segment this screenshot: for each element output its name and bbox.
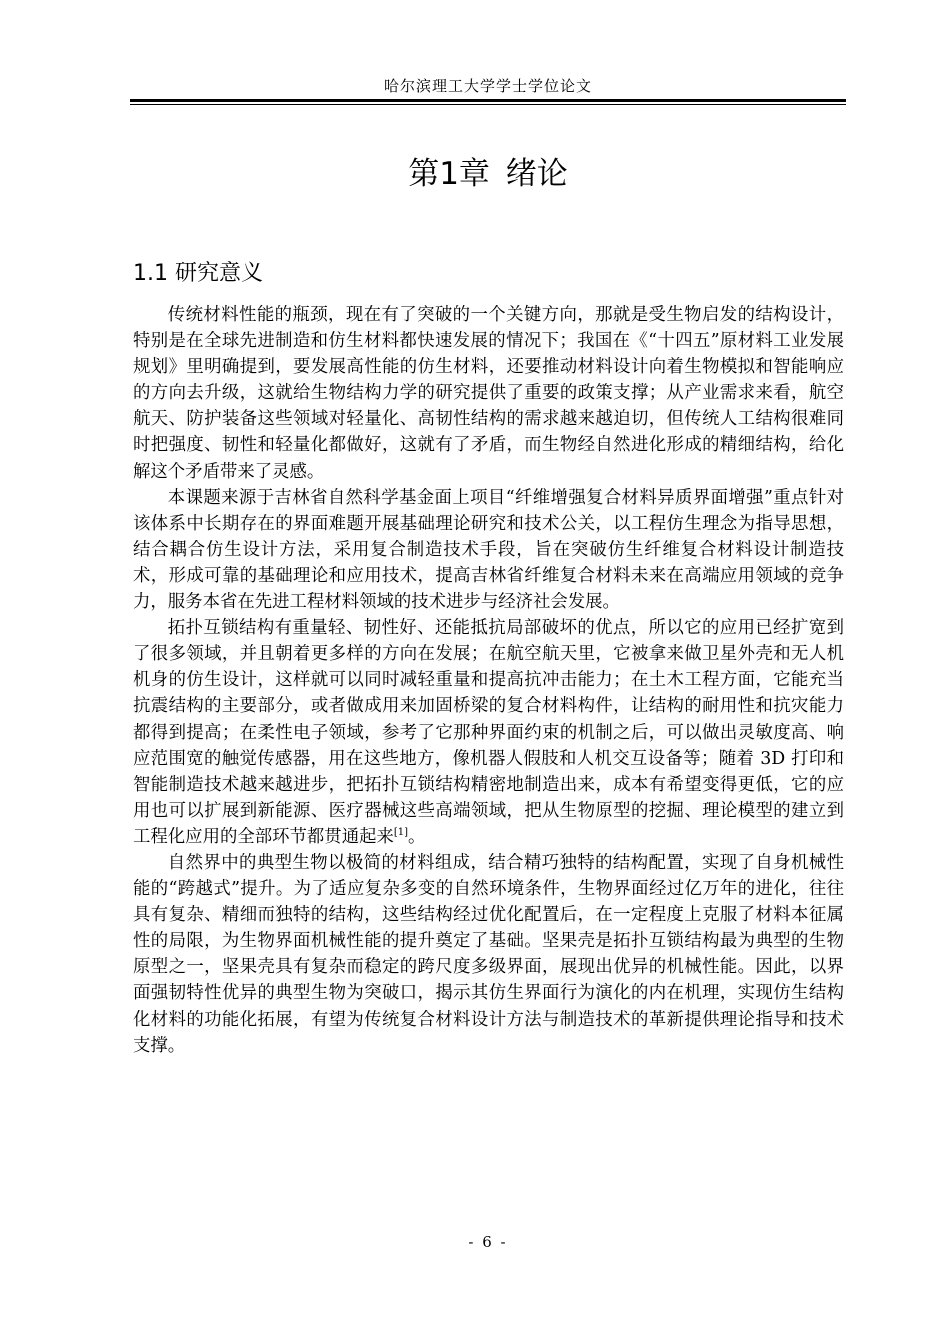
- header-rule-thin: [130, 104, 846, 105]
- running-header: 哈尔滨理工大学学士学位论文: [383, 77, 592, 95]
- page-number: - 6 -: [468, 1233, 508, 1251]
- header-rule-thick: [130, 99, 846, 102]
- paragraph-3-ending: 。: [408, 826, 426, 847]
- section-title: 1.1 研究意义: [133, 261, 263, 286]
- chapter-title: 第1章 绪论: [408, 156, 568, 192]
- paragraph-3-text: 拓扑互锁结构有重量轻、韧性好、还能抵抗局部破坏的优点，所以它的应用已经扩宽到了很多领域，并且朝着更多样的方向在发展；在航空航天里，它被拿来做卫星外壳和无人机机身的仿生设计，这样就可以同时减轻重量和提高抗冲击能力；在土木工程方面，它能充当抗震结构的主要部分，或者做成用来加固桥梁的复合材料构件，让结构的耐用性和抗灾能力都得到提高；在柔性电子领域，参考了它那种界面约束的机制之后，可以做出灵敏度高、响应范围宽的触觉传感器，用在这些地方，像机器人假肢和人机交互设备等；随着 3D 打印和智能制造技术越来越进步，把拓扑互锁结构精密地制造出来，成本有希望变得更低，它的应用也可以扩展到新能源、医疗器械这些高端领域，把从生物原型的挖掘、理论模型的建立到工程化应用的全部环节都贯通起来: [133, 618, 844, 847]
- citation-reference: [1]: [393, 827, 409, 839]
- paragraph-3: [133, 615, 844, 850]
- body-text: [133, 302, 844, 1059]
- paragraph-4: 自然界中的典型生物以极简的材料组成，结合精巧独特的结构配置，实现了自身机械性能的“跨越式”提升。为了适应复杂多变的自然环境条件，生物界面经过亿万年的进化，往往具有复杂、精细而独特的结构，这些结构经过优化配置后，在一定程度上克服了材料本征属性的局限，为生物界面机械性能的提升奠定了基础。坚果壳是拓扑互锁结构最为典型的生物原型之一，坚果壳具有复杂而稳定的跨尺度多级界面，展现出优异的机械性能。因此，以界面强韧特性优异的典型生物为突破口，揭示其仿生界面行为演化的内在机理，实现仿生结构化材料的功能化拓展，有望为传统复合材料设计方法与制造技术的革新提供理论指导和技术支撑。: [133, 852, 844, 1056]
- paragraph-2: 本课题来源于吉林省自然科学基金面上项目“纤维增强复合材料异质界面增强”重点针对该体系中长期存在的界面难题开展基础理论研究和技术公关，以工程仿生理念为指导思想，结合耦合仿生设计方法，采用复合制造技术手段，旨在突破仿生纤维复合材料设计制造技术，形成可靠的基础理论和应用技术，提高吉林省纤维复合材料未来在高端应用领域的竞争力，服务本省在先进工程材料领域的技术进步与经济社会发展。: [133, 487, 844, 613]
- paragraph-1: 传统材料性能的瓶颈，现在有了突破的一个关键方向，那就是受生物启发的结构设计，特别是在全球先进制造和仿生材料都快速发展的情况下；我国在《“十四五”原材料工业发展规划》里明确提到，要发展高性能的仿生材料，还要推动材料设计向着生物模拟和智能响应的方向去升级，这就给生物结构力学的研究提供了重要的政策支撑；从产业需求来看，航空航天、防护装备这些领域对轻量化、高韧性结构的需求越来越迫切，但传统人工结构很难同时把强度、韧性和轻量化都做好，这就有了矛盾，而生物经自然进化形成的精细结构，给化解这个矛盾带来了灵感。: [133, 305, 844, 482]
